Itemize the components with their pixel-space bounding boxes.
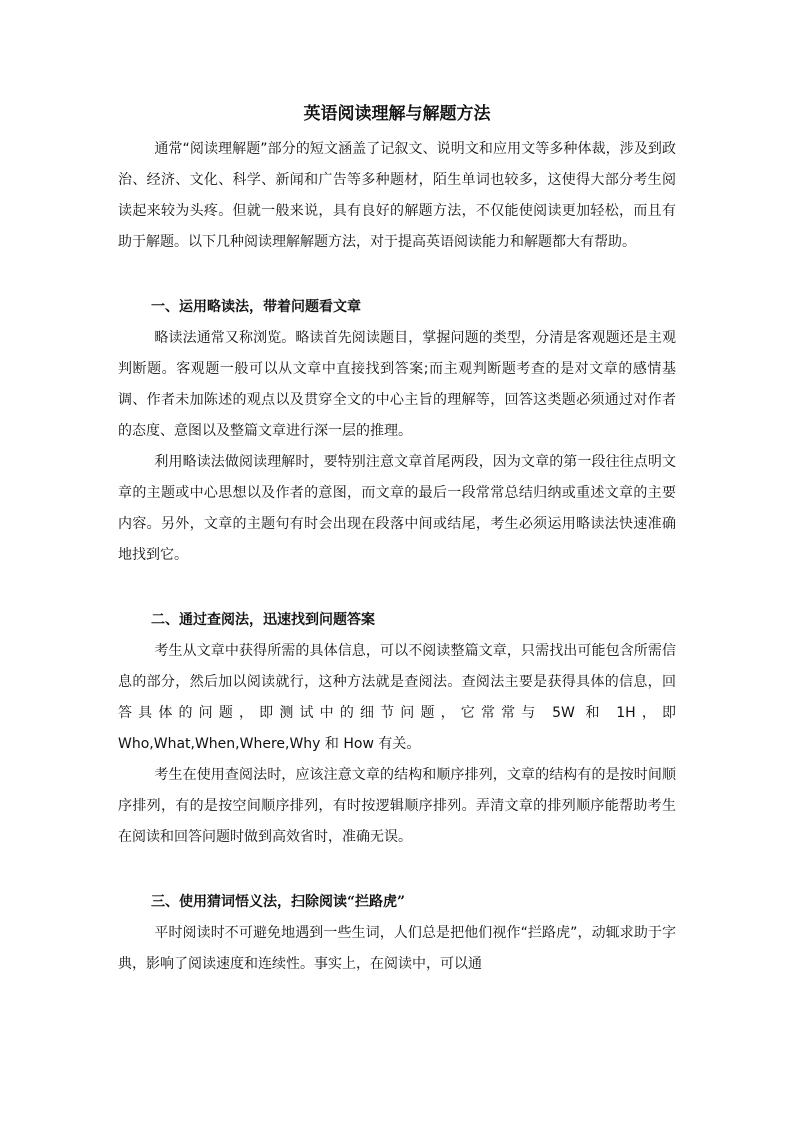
section-3-heading: 三、使用猜词悟义法，扫除阅读“拦路虎”: [151, 894, 406, 910]
section-2-paragraph-1: 考生从文章中获得所需的具体信息，可以不阅读整篇文章，只需找出可能包含所需信息的部分，然后加以阅读就行，这种方法就是查阅法。查阅法主要是获得具体的信息，回答具体的问题，即测试中的细节问题，它常常与 5W 和 1H，即 Who,What,When,Where,Why 和 How 有关。: [118, 643, 676, 752]
section-2-heading: 二、通过查阅法，迅速找到问题答案: [151, 612, 375, 628]
section-1-paragraph-1: 略读法通常又称浏览。略读首先阅读题目，掌握问题的类型，分清是客观题还是主观判断题。客观题一般可以从文章中直接找到答案;而主观判断题考查的是对文章的感情基调、作者未加陈述的观点以及贯穿全文的中心主旨的理解等，回答这类题必须通过对作者的态度、意图以及整篇文章进行深一层的推理。: [118, 330, 676, 439]
section-1-paragraph-2: 利用略读法做阅读理解时，要特别注意文章首尾两段，因为文章的第一段往往点明文章的主题或中心思想以及作者的意图，而文章的最后一段常常总结归纳或重述文章的主要内容。另外，文章的主题句有时会出现在段落中间或结尾，考生必须运用略读法快速准确地找到它。: [118, 454, 676, 563]
section-1-heading: 一、运用略读法，带着问题看文章: [151, 299, 361, 315]
section-3-paragraph-1: 平时阅读时不可避免地遇到一些生词，人们总是把他们视作“拦路虎”，动辄求助于字典，影响了阅读速度和连续性。事实上，在阅读中，可以通: [118, 925, 676, 972]
document-title: 英语阅读理解与解题方法: [303, 104, 491, 124]
section-2-paragraph-2: 考生在使用查阅法时，应该注意文章的结构和顺序排列，文章的结构有的是按时间顺序排列，有的是按空间顺序排列，有时按逻辑顺序排列。弄清文章的排列顺序能帮助考生在阅读和回答问题时做到高效省时，准确无误。: [118, 767, 676, 845]
intro-paragraph: 通常“阅读理解题”部分的短文涵盖了记叙文、说明文和应用文等多种体裁，涉及到政治、经济、文化、科学、新闻和广告等多种题材，陌生单词也较多，这使得大部分考生阅读起来较为头疼。但就一般来说，具有良好的解题方法，不仅能使阅读更加轻松，而且有助于解题。以下几种阅读理解解题方法，对于提高英语阅读能力和解题都大有帮助。: [118, 141, 676, 250]
